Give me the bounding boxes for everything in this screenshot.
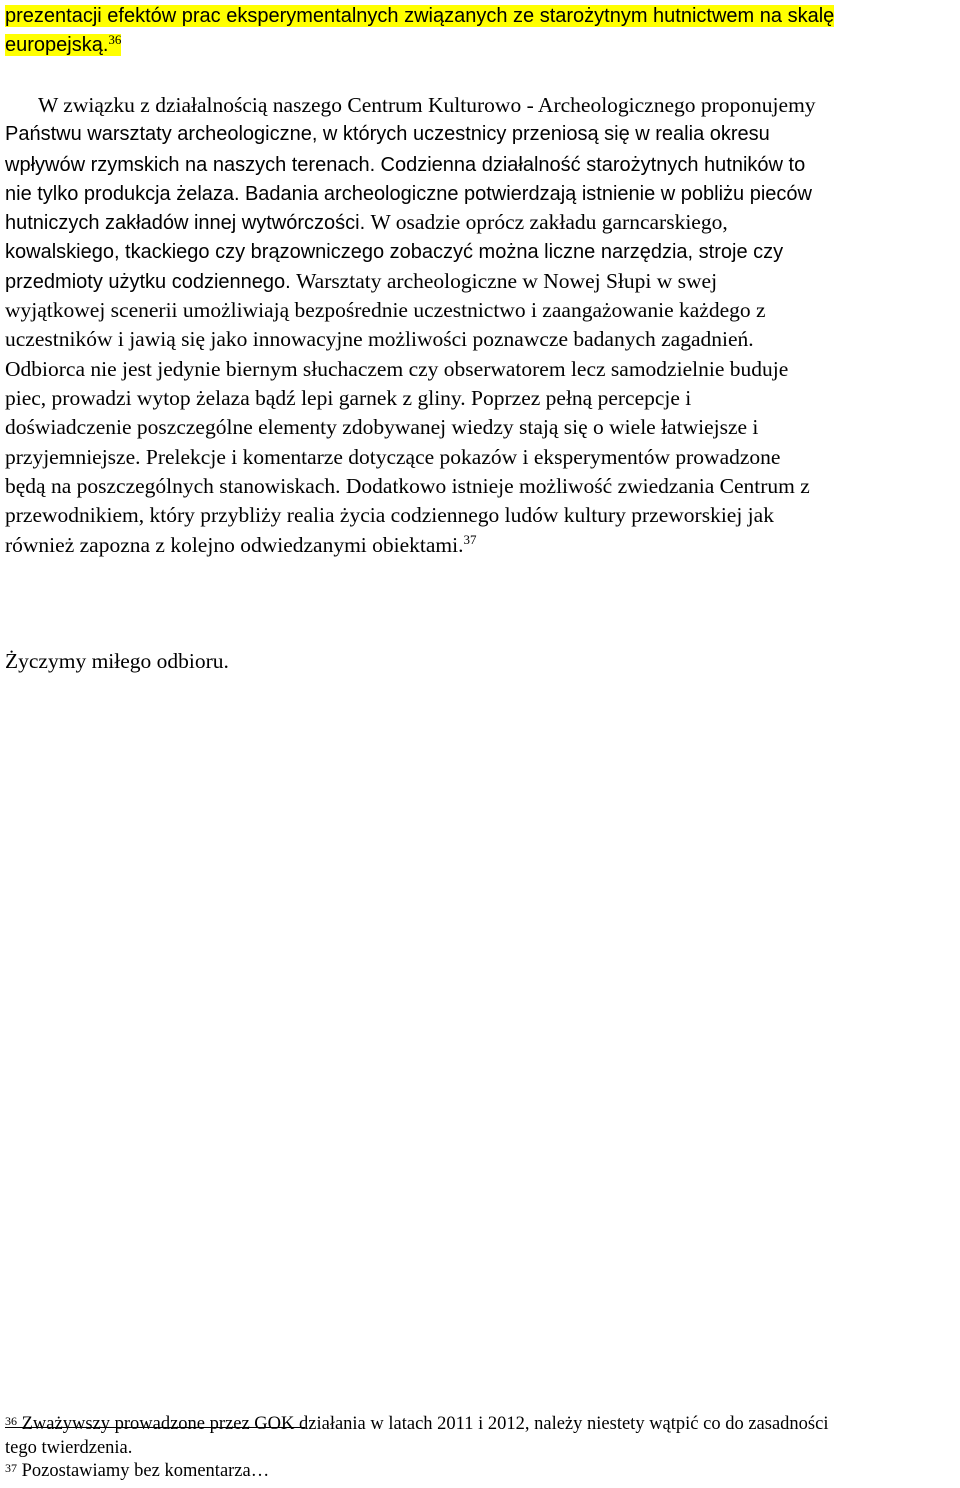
body-line-12: Odbiorca nie jest jedynie biernym słuchaczem czy obserwatorem lecz samodzielnie buduje [5,357,789,381]
footnote-36-continued: tego twierdzenia. [5,1438,133,1458]
body-line-17: przewodnikiem, który przybliży realia życia codziennego ludów kultury przeworskiej jak [5,503,774,527]
body-line-13: piec, prowadzi wytop żelaza bądź lepi garnek z gliny. Poprzez pełną percepcje i [5,386,692,410]
body-line-18: również zapozna z kolejno odwiedzanymi obiektami.$^{37}$ [5,532,477,557]
body-line-5: wpływów rzymskich na naszych terenach. Codzienna działalność starożytnych hutników to [5,154,806,176]
body-line-8: kowalskiego, tkackiego czy brązowniczego zobaczyć można liczne narzędzia, stroje czy [5,241,784,263]
closing-line: Życzymy miłego odbioru. [5,649,229,673]
body-line-11: uczestników i jawią się jako innowacyjne możliwości poznawcze badanych zagadnień. [5,327,754,351]
footnote-ref-37[interactable]: 37 [463,532,477,547]
body-line-4: Państwu warsztaty archeologiczne, w których uczestnicy przeniosą się w realia okresu [5,123,770,145]
body-line-7: hutniczych zakładów innej wytwórczości. W osadzie oprócz zakładu garncarskiego, [5,210,728,234]
body-line-14: doświadczenie poszczególne elementy zdobywanej wiedzy stają się o wiele łatwiejsze i [5,415,759,439]
footnote-37: $^{37}$ Pozostawiamy bez komentarza… [5,1461,270,1481]
highlighted-text: prezentacji efektów prac eksperymentalnych związanych ze starożytnym hutnictwem na skalę [5,5,835,27]
body-line-3: W związku z działalnością naszego Centrum Kulturowo - Archeologicznego proponujemy [38,93,816,117]
highlighted-text: europejską.$^{36}$ [5,32,122,56]
body-line-15: przyjemniejsze. Prelekcje i komentarze dotyczące pokazów i eksperymentów prowadzone [5,445,781,469]
body-line-10: wyjątkowej scenerii umożliwiają bezpośrednie uczestnictwo i zaangażowanie każdego z [5,298,766,322]
body-line-2 [5,31,121,60]
body-line-1 [5,2,834,31]
footnote-36-number: 36 [5,1414,17,1428]
body-line-6: nie tylko produkcja żelaza. Badania archeologiczne potwierdzają istnienie w pobliżu pieców [5,183,812,205]
body-line-9: przedmioty użytku codziennego. Warsztaty archeologiczne w Nowej Słupi w swej [5,269,718,293]
footnote-36: $^{36}$ Zważywszy prowadzone przez GOK działania w latach 2011 i 2012, należy niestety wątpić co do zasadności [5,1414,829,1434]
footnote-37-number: 37 [5,1461,17,1475]
footnote-ref-36[interactable]: 36 [108,32,122,47]
body-line-16: będą na poszczególnych stanowiskach. Dodatkowo istnieje możliwość zwiedzania Centrum z [5,474,810,498]
